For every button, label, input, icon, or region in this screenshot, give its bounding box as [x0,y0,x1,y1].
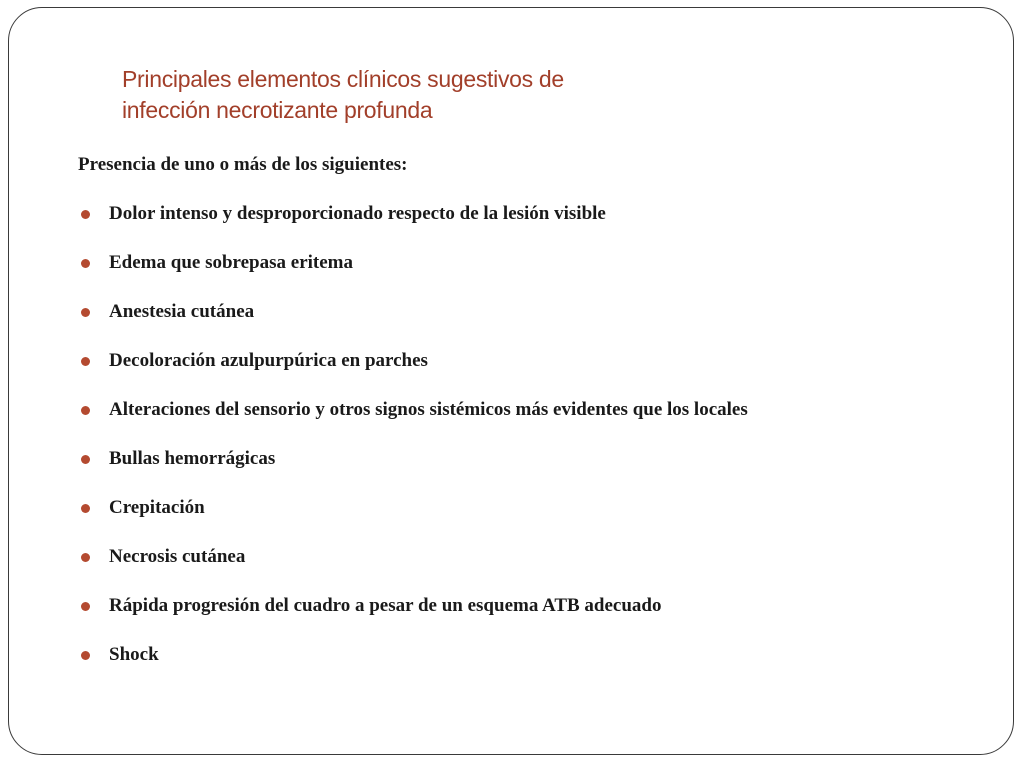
slide-title-line-1: Principales elementos clínicos sugestivos de [122,66,564,92]
list-item-text: Edema que sobrepasa eritema [109,252,353,273]
list-item-text: Alteraciones del sensorio y otros signos sistémicos más evidentes que los locales [109,399,748,420]
list-item [78,444,978,474]
bullet-icon [81,357,90,366]
list-item [78,493,978,523]
list-item [78,591,978,621]
list-item [78,640,978,670]
bullet-icon [81,553,90,562]
bullet-icon [81,406,90,415]
list-item [78,199,978,229]
list-item-text: Shock [109,644,159,665]
bullet-icon [81,210,90,219]
bullet-icon [81,651,90,660]
bullet-list [78,199,978,670]
slide-title [122,64,922,126]
list-item [78,248,978,278]
intro-text: Presencia de uno o más de los siguientes: [78,154,408,175]
list-item-text: Crepitación [109,497,205,518]
list-item [78,346,978,376]
slide-content [78,150,978,689]
list-item [78,297,978,327]
bullet-icon [81,259,90,268]
list-item-text: Decoloración azulpurpúrica en parches [109,350,428,371]
bullet-icon [81,504,90,513]
bullet-icon [81,455,90,464]
list-item-text: Bullas hemorrágicas [109,448,276,469]
list-item [78,395,978,425]
slide-title-line-2: infección necrotizante profunda [122,97,433,123]
list-item-text: Rápida progresión del cuadro a pesar de un esquema ATB adecuado [109,595,662,616]
list-item-text: Necrosis cutánea [109,546,246,567]
bullet-icon [81,602,90,611]
list-item-text: Anestesia cutánea [109,301,255,322]
bullet-icon [81,308,90,317]
list-item-text: Dolor intenso y desproporcionado respecto de la lesión visible [109,203,606,224]
list-item [78,542,978,572]
